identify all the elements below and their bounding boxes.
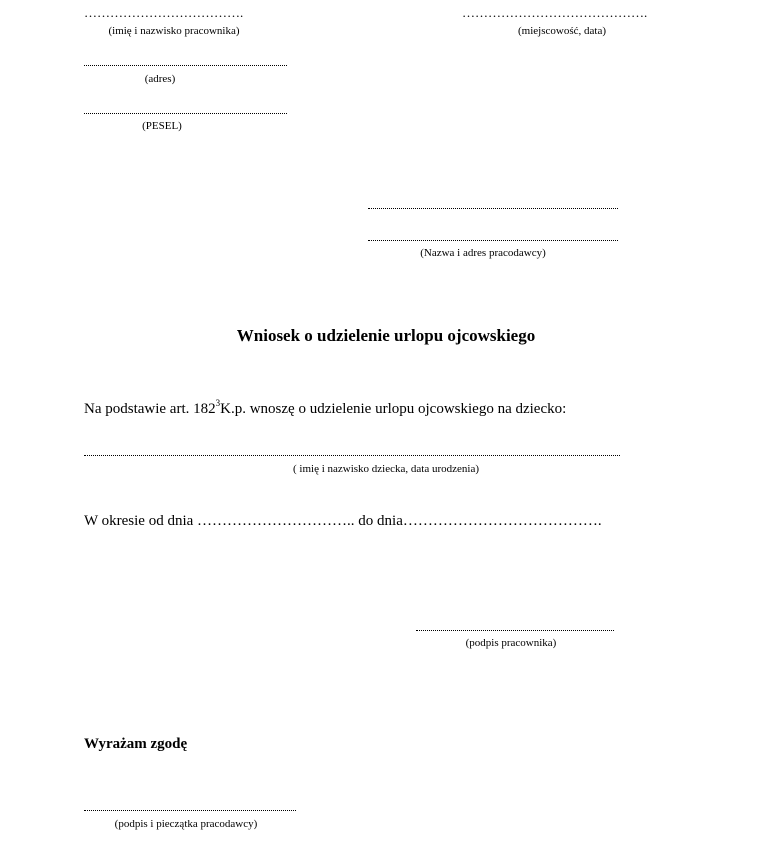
article-superscript: 3 [215, 398, 221, 408]
request-paragraph [84, 400, 566, 418]
employee-name-dotted-line: ………………………………. [84, 5, 244, 20]
place-date-dotted-line: ……………………………………. [462, 5, 648, 20]
request-text-start: Na podstawie art. 182 [84, 401, 216, 417]
consent-heading: Wyrażam zgodę [84, 736, 188, 752]
employer-signature-label: (podpis i pieczątka pracodawcy) [114, 818, 258, 830]
child-dotted-line [84, 455, 620, 456]
place-date-label: (miejscowość, data) [518, 25, 606, 37]
request-text-end: K.p. wnoszę o udzielenie urlopu ojcowskiego na dziecko: [220, 401, 567, 417]
employer-dotted-line-2 [368, 240, 618, 241]
employer-dotted-line-1 [368, 208, 618, 209]
pesel-dotted-line [84, 113, 287, 114]
employer-signature-dotted-line [84, 810, 296, 811]
address-dotted-line [84, 65, 287, 66]
period-line: W okresie od dnia ………………………….. do dnia…………………………………. [84, 513, 602, 529]
employee-signature-label: (podpis pracownika) [465, 637, 557, 649]
employee-signature-dotted-line [416, 630, 614, 631]
child-label: ( imię i nazwisko dziecka, data urodzenia) [292, 463, 479, 475]
document-title: Wniosek o udzielenie urlopu ojcowskiego [236, 326, 536, 345]
employer-label: (Nazwa i adres pracodawcy) [420, 247, 546, 259]
employee-name-label: (imię i nazwisko pracownika) [108, 25, 240, 37]
address-label: (adres) [144, 73, 176, 85]
pesel-label: (PESEL) [142, 120, 182, 132]
